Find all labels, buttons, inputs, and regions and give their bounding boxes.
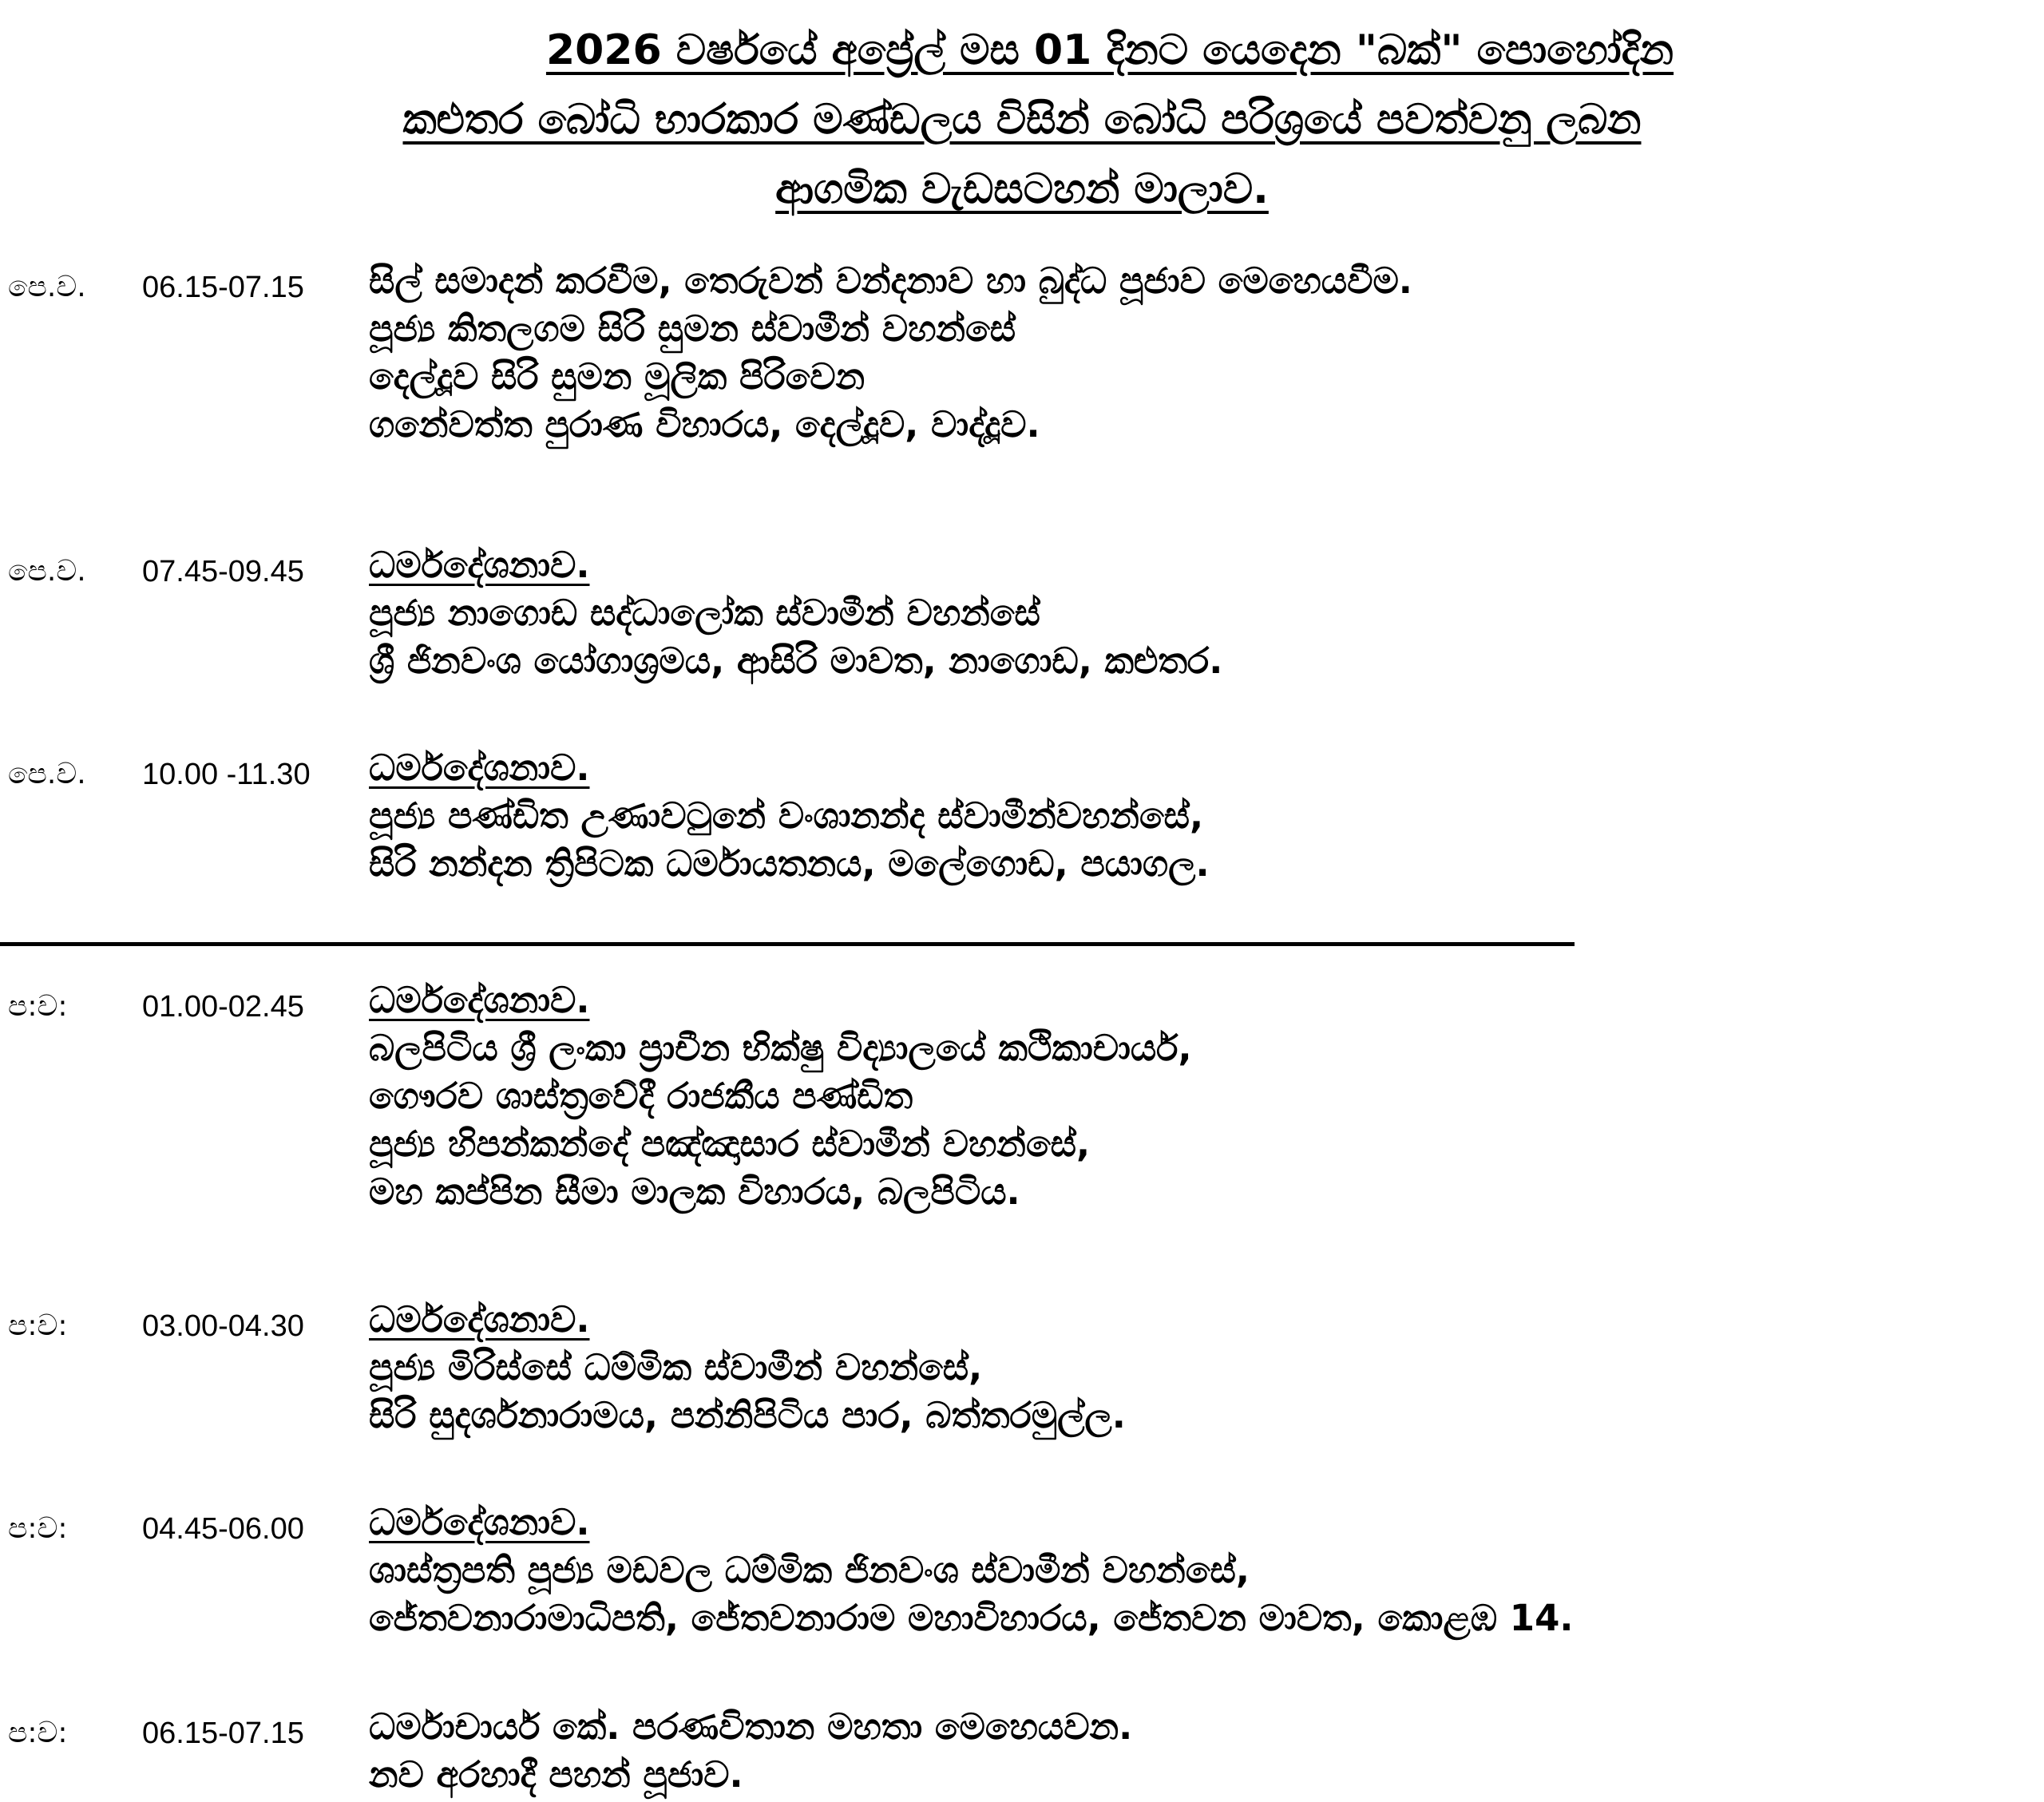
entry-heading: ධර්මදේශනාව. xyxy=(369,747,590,789)
time-range: 04.45-06.00 xyxy=(142,1512,304,1546)
header-caption-line: ආගමික වැඩසටහන් මාලාව. xyxy=(775,165,1269,213)
entry-location: මහ කප්පින සීමා මාලක විහාරය, බලපිටිය. xyxy=(369,1170,1020,1213)
entry-heading: ධර්මදේශනාව. xyxy=(369,544,590,586)
time-range: 03.00-04.30 xyxy=(142,1309,304,1343)
entry-heading: ධර්මදේශනාව. xyxy=(369,1501,590,1543)
header-title-line: 2026 වර්ෂයේ අප්‍රේල් මස 01 දිනට යෙදෙන "බක්" පොහෝදින xyxy=(545,26,1674,74)
document-header xyxy=(0,16,2044,224)
time-range: 07.45-09.45 xyxy=(142,555,304,588)
entry-speaker: පූජ්‍ය මිරිස්සේ ධම්මික ස්වාමීන් වහන්සේ, xyxy=(369,1346,983,1388)
entry-details xyxy=(369,1296,1126,1440)
entry-speaker: පූජ්‍ය නාගොඩ සද්ධාලෝක ස්වාමීන් වහන්සේ xyxy=(369,592,1040,634)
entry-speaker: පූජ්‍ය හිපන්කන්දේ පඤ්ඤාසාර ස්වාමීන් වහන්සේ, xyxy=(369,1123,1091,1165)
entry-speaker-honors: ගෞරව ශාස්ත්‍රවේදී රාජකීය පණ්ඩිත xyxy=(369,1075,913,1117)
time-range: 06.15-07.15 xyxy=(142,1717,304,1750)
entry-location: ශ්‍රී ජිනවංශ යෝගාශ්‍රමය, ආසිරි මාවත, නාගොඩ, කළුතර. xyxy=(369,640,1223,682)
entry-location: සිරි සුදර්ශනාරාමය, පන්නිපිටිය පාර, බත්තරමුල්ල. xyxy=(369,1394,1126,1436)
morning-afternoon-divider xyxy=(0,942,1575,946)
entry-details xyxy=(369,1499,1574,1642)
period-label: ප:ව: xyxy=(8,990,68,1023)
entry-institution: දෙල්දූව සිරි සුමන මූලික පිරිවෙන xyxy=(369,355,866,398)
period-label: ප:ව: xyxy=(8,1717,68,1749)
period-label: පෙ.ව. xyxy=(8,271,86,303)
entry-details xyxy=(369,1703,1132,1799)
entry-details xyxy=(369,541,1222,685)
entry-location: සිරි නන්දන ත්‍රිපිටක ධර්මායතනය, මලේගොඩ, පයාගල. xyxy=(369,842,1210,885)
entry-location: ජේතවනාරාමාධිපති, ජේතවනාරාම මහාවිහාරය, ජේතවන මාවත, කොළඹ 14. xyxy=(369,1597,1574,1639)
entry-details xyxy=(369,976,1192,1216)
period-label: ප:ව: xyxy=(8,1309,68,1342)
entry-ceremony: නව අරහාදී පහන් පූජාව. xyxy=(369,1753,743,1796)
period-label: ප:ව: xyxy=(8,1512,68,1545)
entry-details xyxy=(369,744,1210,888)
entry-heading: ධර්මදේශනාව. xyxy=(369,1298,590,1341)
period-label: පෙ.ව. xyxy=(8,555,86,588)
entry-location: ගනේවත්ත පුරාණ විහාරය, දෙල්දූව, වාද්දූව. xyxy=(369,403,1040,446)
entry-speaker: පූජ්‍ය කිතලගම සිරි සුමන ස්වාමීන් වහන්සේ xyxy=(369,307,1016,350)
time-range: 01.00-02.45 xyxy=(142,990,304,1024)
time-range: 10.00 -11.30 xyxy=(142,758,311,791)
entry-description: සිල් සමාදන් කරවීම, තෙරුවන් වන්දනාව හා බුද්ධ පූජාව මෙහෙයවීම. xyxy=(369,259,1412,302)
period-label: පෙ.ව. xyxy=(8,758,86,790)
entry-speaker: ශාස්ත්‍රපති පූජ්‍ය මඩවල ධම්මික ජිනවංශ ස්වාමීන් වහන්සේ, xyxy=(369,1549,1250,1591)
entry-details xyxy=(369,257,1412,449)
entry-heading: ධර්මදේශනාව. xyxy=(369,979,590,1021)
entry-speaker-title: බලපිටිය ශ්‍රී ලංකා ප්‍රාචීන භික්ෂු විද්‍යාලයේ කථිකාචාර්ය, xyxy=(369,1027,1192,1069)
entry-speaker: පූජ්‍ය පණ්ඩිත උණාවටුනේ වංශානන්ද ස්වාමීන්වහන්සේ, xyxy=(369,794,1204,837)
header-subtitle-line: කළුතර බෝධි භාරකාර මණ්ඩලය විසින් බෝධි පරිශ්‍රයේ පවත්වනු ලබන xyxy=(402,96,1642,144)
entry-description: ධර්මාචාර්ය කේ. පරණවිතාන මහතා මෙහෙයවන. xyxy=(369,1705,1133,1748)
time-range: 06.15-07.15 xyxy=(142,271,304,304)
